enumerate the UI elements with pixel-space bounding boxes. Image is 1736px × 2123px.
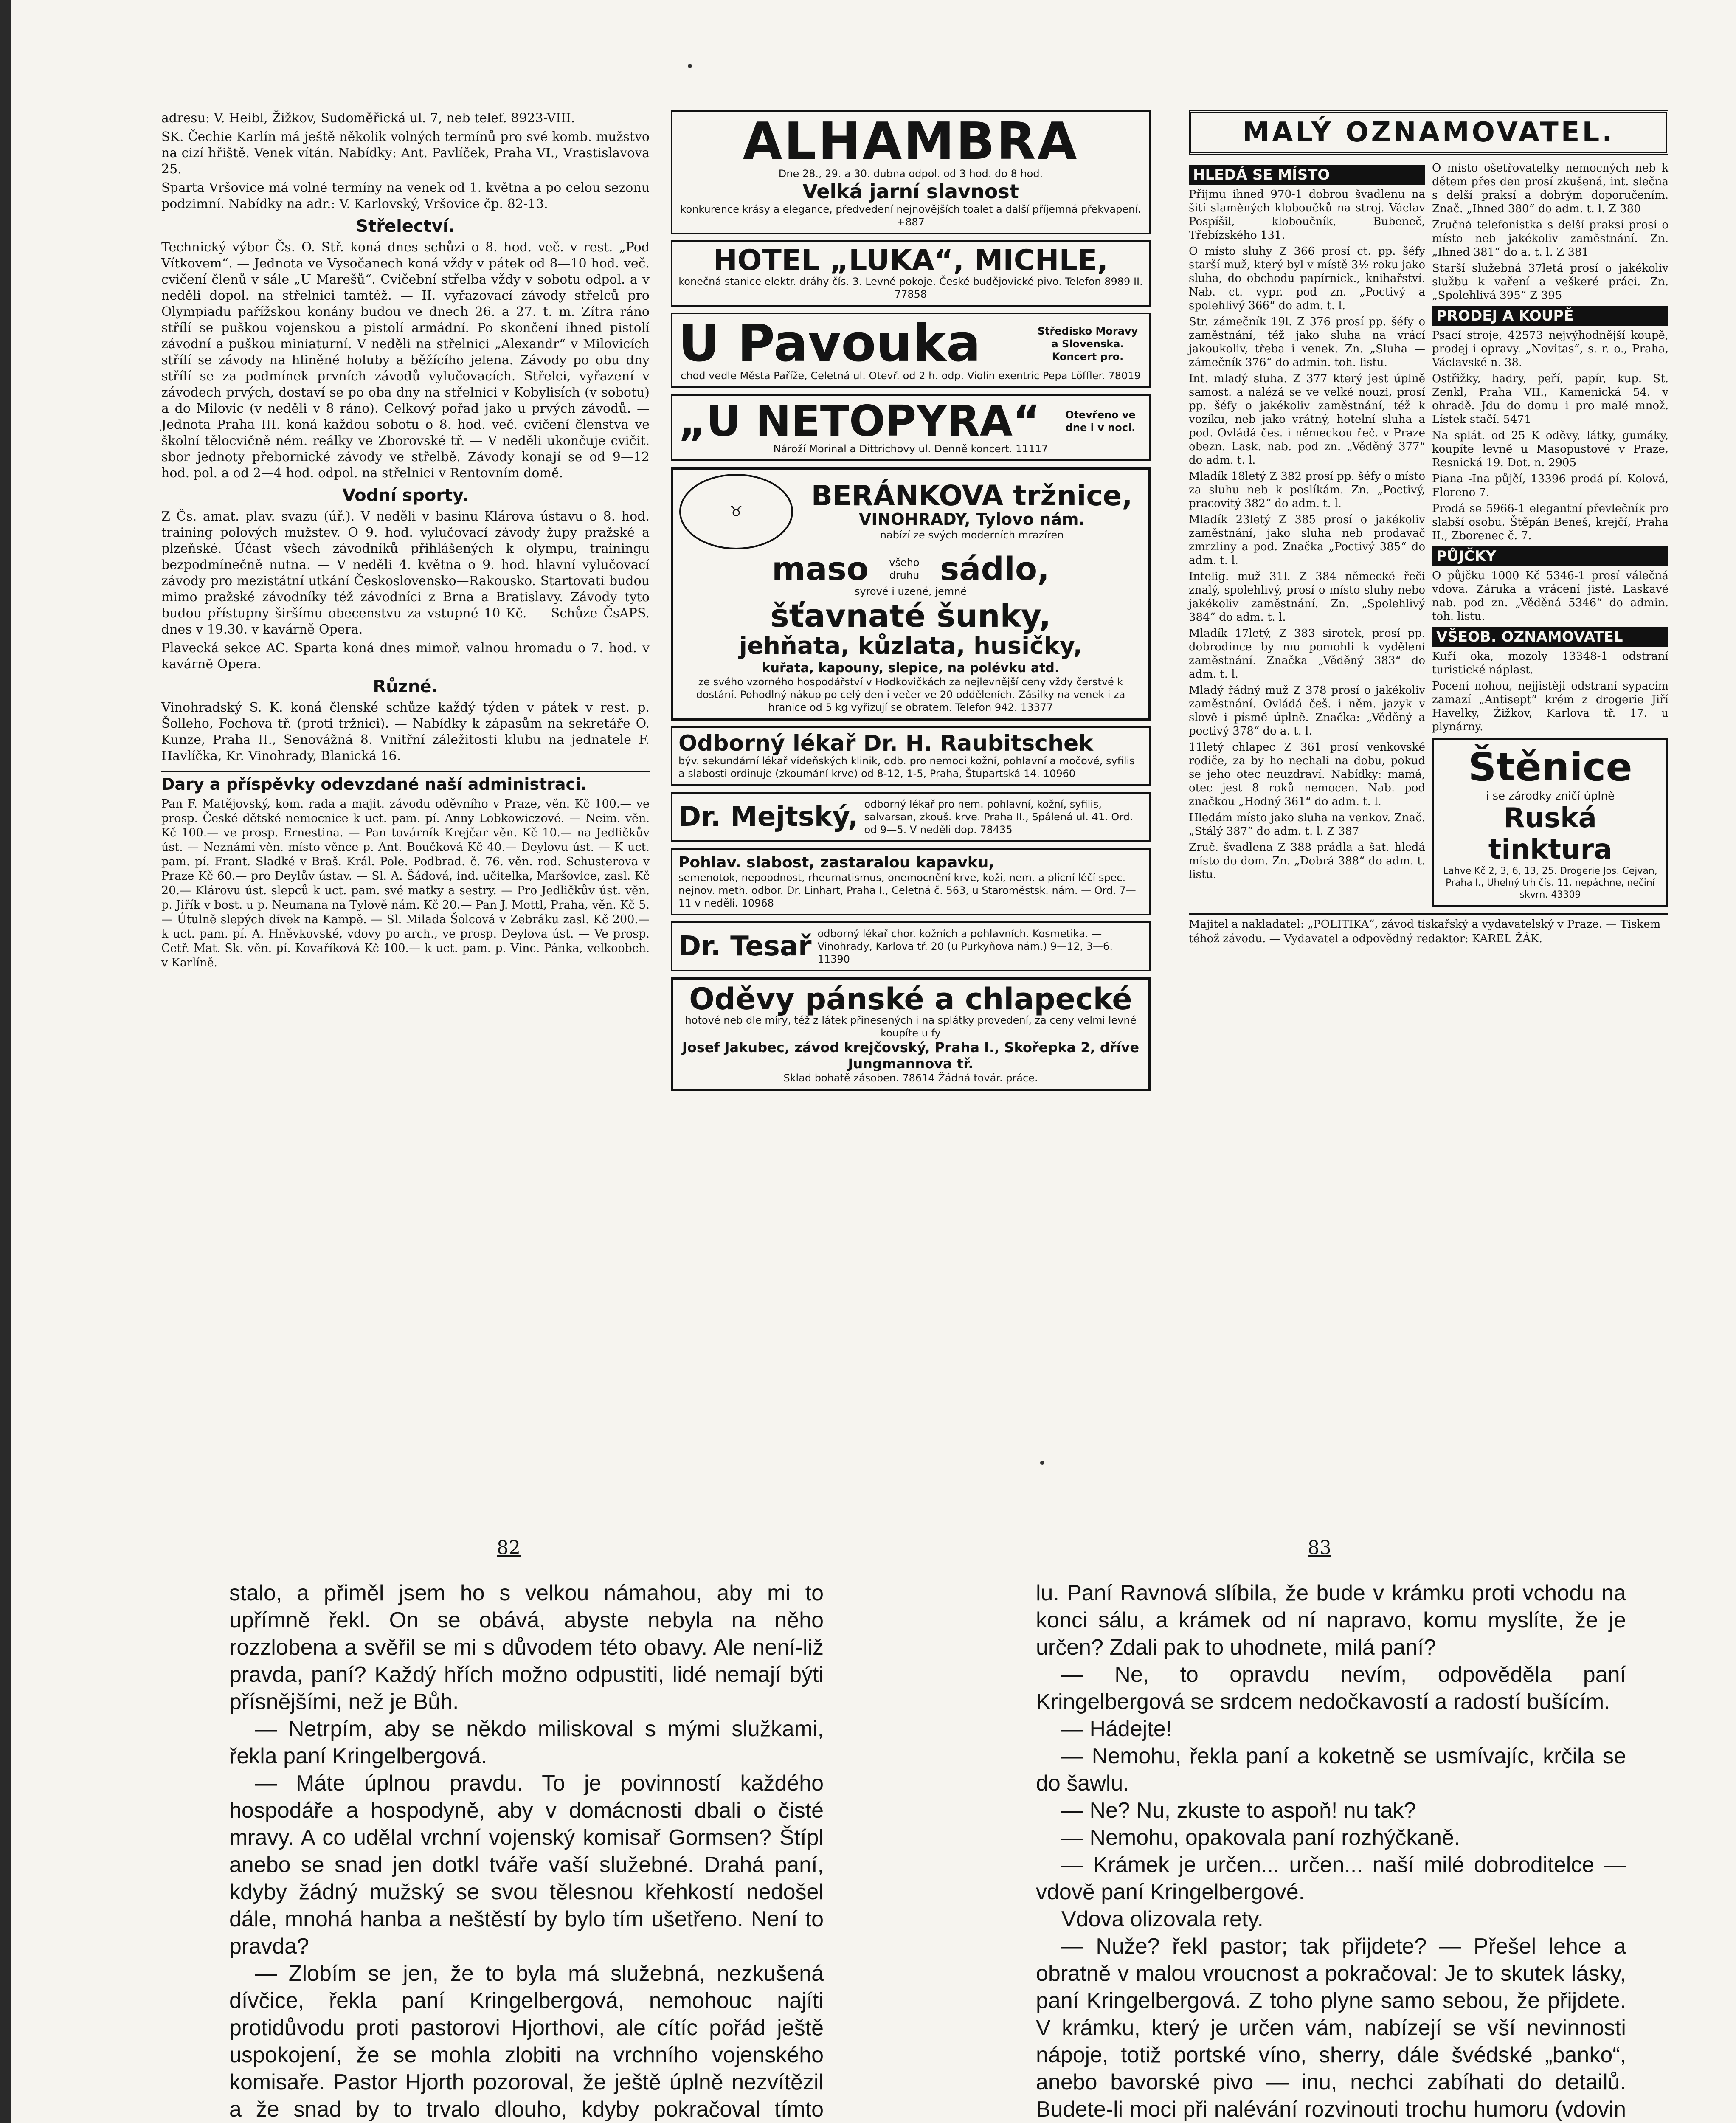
ad-row	[678, 396, 1143, 446]
ad-word: jehňata, kůzlata, husičky,	[739, 632, 1083, 660]
classified-group	[1432, 569, 1668, 623]
ad-subtitle: Ruská tinktura	[1488, 802, 1612, 865]
ad-title: BERÁNKOVA tržnice,	[811, 479, 1133, 512]
ox-emblem-icon: ♉	[679, 474, 793, 549]
book-paragraph: — Ne? Nu, zkuste to aspoň! nu tak?	[1061, 1798, 1416, 1823]
ad-title: Dr. Tesař	[678, 931, 812, 962]
classified-ad: Piana -Ina půjčí, 13396 prodá pí. Kolová, Floreno 7.	[1432, 473, 1668, 499]
classified-group	[1432, 329, 1668, 543]
book-paragraph: — Nuže? řekl pastor; tak přijdete? — Přešel lehce a obratně v malou vroucnost a pokračoval: Je to skutek lásky, paní Kringelbergová. Z toho plyne samo sebou, že přijdete. V krámku, který je určen vám, nabízejí se vší nevinnosti nápoje, totiž portské víno, sherry, dále švédské „banko“, anebo bavorské pivo — inu, nechci zabíhati do detailů. Budete-li moci při nalévání rozvinouti trochu humoru (vdovin	[1036, 1934, 1626, 2122]
news-column-ads	[671, 110, 1151, 1097]
news-paragraph: Pan F. Matějovský, kom. rada a majit. závodu oděvního v Praze, věn. Kč 100.— ve prosp. České dětské nemocnice k uct. pam. pí. Anny Lobkowiczové. — Neim. věn. Kč 100.— ve prosp. Ernestina. — Pan továrník Krejčar věn. Kč 10.— na Jedličkův úst. — Neznámí věn. místo věnce p. Ant. Boučková Kč 40.— Deylovu úst. — K uct. pam. pí. Frant. Sladké v Braš. Král. Pole. Podbrad. č. 76. věn. rod. Schusterova v Praze Kč 60.— pro Deylův ústav. — Sl. A. Šádová, ind. učitelka, Maršovice, zasl. Kč 20.— Klárovu úst. slepců k uct. pam. své matky a sestry. — Pro Jedličkův úst. věn. p. Jiřík v bost. u p. Neumana na Tylově nám. Kč 20.— Pan J. Mottl, Praha, věn. Kč 5.— Útulně slepých dívek na Kampě. — Sl. Milada Šolcová v Zebráku zasl. Kč 200.— k uct. pam. pí. A. Hněvkovské, vdovy po arch., ve prosp. Deylova úst. — Ve prosp. Cetř. Mat. Sk. věn. pí. Kovaříková Kč 100.— k uct. pam. p. Vinc. Pánka, velkoobch. v Karlíně.	[161, 797, 650, 969]
classified-ad: Kuří oka, mozoly 13348-1 odstraní turistické náplast.	[1432, 650, 1668, 676]
section-heading: Různé.	[373, 677, 438, 696]
ad-mejtsky	[671, 792, 1151, 842]
book-paragraph: — Zlobím se jen, že to byla má služebná, nezkušená dívčice, řekla paní Kringelbergová, nemohouc najíti protidůvodu proti pastorovi Hjorthovi, ale cítíc pořád ještě uspokojení, že se mohla zlobiti na vrchního vojenského komisaře. Pastor Hjorth pozoroval, že ještě úplně nezvítězil a že snad by to trvalo dlouho, kdyby pokračoval tímto	[229, 1961, 824, 2122]
book-page-right	[1036, 1580, 1626, 2123]
book-paragraph: — Máte úplnou pravdu. To je povinností každého hospodáře a hospodyně, aby v domácnosti dbali o čisté mravy. A co udělal vrchní vojenský komisař Gormsen? Štípl anebo se snad jen dotkl tváře vaší služebné. Drahá paní, kdyby žádný mužský se svou tělesnou křehkostí nedošel dále, mnohá hanba a neštěstí by bylo tím ušetřeno. Není to pravda?	[229, 1771, 824, 1959]
ad-text: Sklad bohatě zásoben. 78614 Žádná továr. práce.	[783, 1072, 1038, 1084]
ad-u-netopyra	[671, 394, 1151, 461]
classified-ad: Přijmu ihned 970-1 dobrou švadlenu na šití slaměných kloboučků na stroj. Václav Pospíšil, kloboučník, Bubeneč, Třebízského 131.	[1189, 188, 1425, 242]
section-heading: Vodní sporty.	[342, 486, 469, 505]
classified-ad: O místo ošetřovatelky nemocných neb k dětem přes den prosí zkušená, int. slečna s delší praksí a dobrým doporučením. Znač. „Ihned 380“ do adm. t. l. Z 380	[1432, 162, 1668, 215]
classified-ad: Int. mladý sluha. Z 377 který jest úplně samost. a nalézá se ve velké nouzi, prosí pp. šéfy o jakékoliv zaměstnání, též k vozíku, neb jako vrátný, hotelní sluha a pod. Ovládá čes. i německou řeč. v Praze obezn. Lask. nab. pod zn. „Věděný 377“ do adm. t. l.	[1189, 372, 1425, 467]
ad-row	[679, 474, 1142, 549]
classified-section-heading: PŮJČKY	[1432, 546, 1668, 566]
classified-ad: Starší služebná 37letá prosí o jakékoliv službu k vaření a veškeré práci. Zn. „Spolehlivá 395“ Z 395	[1432, 262, 1668, 302]
classified-ad: Str. zámečník 19l. Z 376 prosí pp. šéfy o zaměstnání, též jako sluha na vrácí jakoukoliv, třeba i venek. Zn. „Sluha — zámečník 376“ do admin. toh. listu.	[1189, 315, 1425, 369]
classified-ad: Mladík 17letý, Z 383 sirotek, prosí pp. dobrodince by mu pomohli k vydělení zaměstnání. Značka „Věděný 383“ do adm. t. l.	[1189, 627, 1425, 681]
news-paragraph: Z Čs. amat. plav. svazu (úř.). V neděli v basinu Klárova ústavu o 8. hod. training polových mužstev. O 9. hod. vylučovací závody župy pražské a plzeňské. Účast všech závodníků přihlášených k olympu, trainingu bezpodmínečně nutna. — V neděli 4. května o 9. hod. hlavní vylučovací závody pro mezistátní utkání Československo—Rakousko. Startovati budou mimo pražské závodníky též závodníci z Brna a Bratislavy. Závody tyto budou přístupny širšímu obecenstvu za vstupné 10 Kč. — Schůze ČsAPS. dnes v 19.30. v kavárně Opera.	[161, 509, 650, 637]
ad-text: Dne 28., 29. a 30. dubna odpol. od 3 hod. do 8 hod.	[778, 168, 1043, 180]
book-paragraph: — Nemohu, opakovala paní rozhýčkaně.	[1061, 1825, 1460, 1850]
scan-edge	[0, 0, 11, 2123]
page-number-left: 82	[497, 1537, 521, 1559]
ad-text: nabízí ze svých moderních mrazíren	[880, 529, 1064, 541]
classifieds-subcolumn-right	[1432, 161, 1668, 907]
classifieds-subcolumn-left	[1189, 161, 1425, 907]
book-paragraph: — Nemohu, řekla paní a koketně se usmívajíc, krčila se do šawlu.	[1036, 1744, 1626, 1796]
ad-word: šťavnaté šunky,	[770, 598, 1051, 634]
ad-subtitle: Velká jarní slavnost	[802, 180, 1019, 203]
classified-section-heading: HLEDÁ SE MÍSTO	[1189, 165, 1425, 185]
scan-speck	[688, 64, 692, 68]
book-paragraph: — Hádejte!	[1061, 1717, 1172, 1741]
ad-row	[679, 550, 1142, 588]
classified-ad: Mladík 18letý Z 382 prosí pp. šéfy o místo za sluhu neb k poslíkám. Zn. „Poctivý, pracovitý 382“ do adm. t. l.	[1189, 470, 1425, 510]
ad-word: maso	[772, 550, 869, 588]
book-paragraph: — Netrpím, aby se někdo miliskoval s mými služkami, řekla paní Kringelbergová.	[229, 1717, 824, 1768]
ad-text: hotové neb dle míry, též z látek přinesených i na splátky provedení, za ceny velmi levné koupíte u fy	[685, 1014, 1137, 1039]
ad-text: semenotok, nepoodnost, rheumatismus, onemocnění krve, koži, nem. a plicní léčí spec. nejnov. meth. odbor. Dr. Linhart, Praha I., Celetná č. 563, u Staroměstsk. nám. — Ord. 7—11 v neděli. 10968	[678, 872, 1136, 909]
ad-text: ze svého vzorného hospodářství v Hodkovičkách za nejlevnější ceny vždy čerstvé k dostání. Pohodlný nákup po celý den i večer ve 20 odděleních. Zásilky na venek i za hranice od 5 kg vyřizují se obratem. Telefon 942. 13377	[696, 676, 1125, 713]
ad-text: Nároží Morinal a Dittrichovy ul. Denně koncert. 11117	[773, 443, 1048, 455]
ad-row	[678, 798, 1143, 836]
ad-text: všeho druhu	[889, 557, 920, 581]
publisher-imprint: Majitel a nakladatel: „POLITIKA“, závod tiskařský a vydavatelský v Praze. — Tiskem téhož závodu. — Vydavatel a odpovědný redaktor: KAREL ŽÁK.	[1189, 913, 1668, 946]
ad-subtitle: kuřata, kapouny, slepice, na polévku atd.	[762, 661, 1060, 676]
ad-subtitle: Josef Jakubec, závod krejčovský, Praha I., Skořepka 2, dříve Jungmannova tř.	[682, 1039, 1140, 1072]
ad-subtitle: VINOHRADY, Tylovo nám.	[859, 510, 1085, 529]
ad-stenice	[1432, 738, 1668, 907]
classified-ad: 11letý chlapec Z 361 prosí venkovské rodiče, za by ho nechali na dobu, pokud se jeho otec neuzdraví. Nabídky: mamá, otec jest 8 roků nemocen. Nab. pod značkou „Hodný 361“ do adm. t. l.	[1189, 741, 1425, 808]
ad-text: Otevřeno ve dne i v noci.	[1065, 409, 1136, 434]
news-paragraph: Plavecká sekce AC. Sparta koná dnes mimoř. valnou hromadu o 7. hod. v kavárně Opera.	[161, 641, 650, 672]
classified-ad: Ostřižky, hadry, peří, papír, kup. St. Zenkl, Praha VII., Kamenická 54. v ohradě. Jdu do domu i pro malé množ. Lístek stačí. 5471	[1432, 372, 1668, 426]
news-paragraph: Technický výbor Čs. O. Stř. koná dnes schůzi o 8. hod. več. v rest. „Pod Vítkovem“. — Jednota ve Vysočanech koná vždy v pátek od 8—10 hod. več. cvičení členů v sále „U Marešů“. Cvičební střelba vždy v sobotu odpol. a v neděli dopol. na střelnici tamtéž. — II. vyřazovací závody střelců pro Olympiadu pařížskou konány budou ve dnech 26. a 27. t. m. Zítra ráno střílí se puškou vojenskou a pistolí armádní. Po skončení ihned pistolí závodní a puškou miniaturní. V neděli na střelnici „Alexandr“ v Milovicích střílí se závody na hliněné holuby a běžícího jelena. Závody po obu dny střílí se za podmínek prvních závodů vylučovacích. Střelci, vyřazení v závodech prvých, dostaví se po oba dny na střelnici v Kobylisích (v sobotu) a do Milovic (v neděli v 8 ráno). Celkový pořad jako u prvých závodů. — Jednota Praha III. koná každou sobotu o 8. hod. več. cvičení členstva ve školní tělocvičně ném. reálky ve Zborovské tř. — V neděli ukončuje cvičit. sbor jednoty přebornické závody ve střelbě. Závody konají se od 9—12 hod. pol. a od 2—4 hod. odpol. na střelnici v Rentovním domě.	[161, 240, 650, 481]
ad-title: Štěnice	[1468, 744, 1632, 790]
ad-title: Pohlav. slabost, zastaralou kapavku,	[678, 854, 994, 871]
classified-ad: Na splát. od 25 K oděvy, látky, gumáky, koupíte levně u Masopustové v Praze, Resnická 19. Dot. n. 2905	[1432, 429, 1668, 469]
ad-text: konečná stanice elektr. dráhy čís. 3. Levné pokoje. České budějovické pivo. Telefon 8989 II. 77858	[678, 276, 1143, 300]
classified-group	[1432, 650, 1668, 734]
news-paragraph: Sparta Vršovice má volné termíny na venek od 1. května a po celou sezonu podzimní. Nabídky na adr.: V. Karlovský, Vršovice čp. 82-13.	[161, 180, 650, 211]
classified-ad: Hledám místo jako sluha na venkov. Znač. „Stálý 387“ do adm. t. l. Z 387	[1189, 811, 1425, 838]
classified-section-heading: PRODEJ A KOUPĚ	[1432, 306, 1668, 326]
ad-heading-group	[802, 479, 1142, 541]
classifieds-body	[1189, 161, 1668, 907]
ad-linhart	[671, 848, 1151, 915]
classified-ad: Psací stroje, 42573 nejvýhodnější koupě, prodej i opravy. „Novitas“, s. r. o., Praha, Václavské n. 38.	[1432, 329, 1668, 369]
classified-ad: Pocení nohou, nejjistěji odstraní sypacím zamazí „Antisept“ krém z drogerie Jiří Havelky, Žižkov, Karlova tř. 17. u plynárny.	[1432, 680, 1668, 733]
ad-title: U Pavouka	[678, 314, 981, 373]
news-paragraph: adresu: V. Heibl, Žižkov, Sudoměřická ul. 7, neb telef. 8923-VIII.	[161, 111, 575, 126]
ad-beranek	[671, 467, 1151, 721]
ad-text: Lahve Kč 2, 3, 6, 13, 25. Drogerie Jos. Cejvan, Praha I., Uhelný trh čís. 11. nepáchne, nečiní skvrn. 43309	[1443, 866, 1657, 900]
ad-text: odborný lékař pro nem. pohlavní, kožní, syfilis, salvarsan, zkouš. krve. Praha II., Spálená ul. 41. Ord. od 9—5. V neděli dop. 78435	[864, 798, 1133, 836]
ad-text: chod vedle Města Paříže, Celetná ul. Otevř. od 2 h. odp. Violin exentric Pepa Löffler. 78019	[681, 370, 1141, 382]
ad-row	[678, 314, 1143, 373]
classified-group	[1432, 161, 1668, 302]
ad-text: konkurence krásy a elegance, předvedení nejnovějších toalet a další příjemná překvapení. +887	[680, 203, 1141, 228]
classified-ad: Zruč. švadlena Z 388 prádla a šat. hledá místo do dom. Zn. „Dobrá 388“ do adm. t. listu.	[1189, 841, 1425, 881]
book-paragraph: — Ne, to opravdu nevím, odpověděla paní Kringelbergová se srdcem nedočkavostí a radostí bušícím.	[1036, 1662, 1626, 1714]
book-paragraph: lu. Paní Ravnová slíbila, že bude v krámku proti vchodu na konci sálu, a krámek od ní napravo, komu myslíte, že je určen? Zdali pak to uhodnete, milá paní?	[1036, 1581, 1626, 1660]
ad-text: odborný lékař chor. kožních a pohlavních. Kosmetika. — Vinohrady, Karlova tř. 20 (u Purkyňova nám.) 9—12, 3—6. 11390	[817, 928, 1113, 965]
classified-ad: Mladík 23letý Z 385 prosí o jakékoliv zaměstnání, jako sluha neb prodavač zmrzliny a pod. Značka „Poctivý 385“ do adm. t. l.	[1189, 513, 1425, 567]
ad-title: Oděvy pánské a chlapecké	[689, 982, 1132, 1016]
page-number-right: 83	[1308, 1537, 1331, 1559]
ad-alhambra	[671, 110, 1151, 234]
ad-tesar	[671, 921, 1151, 971]
book-paragraph: Vdova olizovala rety.	[1061, 1907, 1263, 1932]
ad-text: býv. sekundární lékař vídeňských klinik, odb. pro nemoci kožní, pohlavní a močové, syfilis a slabosti ordinuje (zkoumání krve) od 8-12, 1-5, Praha, Štupartská 14. 10960	[678, 755, 1135, 780]
ad-u-pavouka	[671, 313, 1151, 388]
section-heading: Dary a příspěvky odevzdané naší administraci.	[161, 771, 650, 794]
ad-text: Středisko Moravy a Slovenska. Koncert pro.	[1037, 325, 1138, 363]
classified-ad: O půjčku 1000 Kč 5346-1 prosí válečná vdova. Záruka a vrácení jisté. Laskavé nab. pod zn. „Věděná 5346“ do admin. toh. listu.	[1432, 569, 1668, 623]
classified-ad: O místo sluhy Z 366 prosí ct. pp. šéfy starší muž, který byl v místě 3½ roku jako sluha, do obchodu papírnick., knihařství. Nab. ct. vypr. pod zn. „Poctivý a spolehlivý 366“ do adm. t. l.	[1189, 245, 1425, 312]
news-paragraph: Vinohradský S. K. koná členské schůze každý týden v pátek v rest. p. Šolleho, Fochova tř. (proti tržnici). — Nabídky k zápasům na sekretáře O. Kunze, Praha II., Senovážná 8. Vnitřní záležitosti klubu na jednatele F. Havlíčka, Kr. Vinohrady, Blanická 16.	[161, 700, 650, 763]
news-paragraph: SK. Čechie Karlín má ještě několik volných termínů pro své komb. mužstvo na cizí hřiště. Venek vítán. Nabídky: Ant. Pavlíček, Praha VI., Vrastislavova 25.	[161, 130, 650, 177]
ad-title: ALHAMBRA	[743, 112, 1079, 171]
classified-ad: Prodá se 5966-1 elegantní převlečník pro slabší osobu. Štěpán Beneš, krejčí, Praha II., Zborenec č. 7.	[1432, 502, 1668, 542]
classified-ad: Mladý řádný muž Z 378 prosí o jakékoliv zaměstnání. Ovládá češ. i něm. jazyk v slově i písmě úplně. Značka: „Věděný a poctivý 378“ do a. t. l.	[1189, 684, 1425, 738]
book-page-left	[229, 1580, 824, 2123]
ad-odevy	[671, 977, 1151, 1091]
ad-title: „U NETOPYRA“	[678, 396, 1041, 446]
scan-speck	[1040, 1461, 1044, 1465]
classified-section-heading: VŠEOB. OZNAMOVATEL	[1432, 627, 1668, 647]
classified-ad: Zručná telefonistka s delší praksí prosí o místo neb jakékoliv zaměstnání. Zn. „Ihned 381“ do a. t. l. Z 381	[1432, 219, 1668, 259]
ad-title: HOTEL „LUKA“, MICHLE,	[713, 244, 1109, 277]
newspaper-clipping	[161, 110, 1668, 1197]
book-paragraph: stalo, a přiměl jsem ho s velkou námahou, aby mi to upřímně řekl. On se obává, abyste nebyla na něho rozzlobena a svěřil se mi s důvodem této obavy. Ale není-liž pravda, paní? Každý hřích možno odpustiti, lidé nemají býti přísnějšími, než je Bůh.	[229, 1581, 824, 1714]
ad-title: Dr. Mejtský,	[678, 801, 858, 833]
ad-row	[678, 927, 1143, 966]
ad-text: i se zárodky zničí úplně	[1486, 790, 1615, 802]
ad-hotel-luka	[671, 240, 1151, 307]
book-paragraph: — Krámek je určen... určen... naší milé dobroditelce — vdově paní Kringelbergové.	[1036, 1853, 1626, 1904]
section-heading: Střelectví.	[356, 217, 455, 236]
news-column-classifieds	[1189, 110, 1668, 946]
ad-raubitschek	[671, 726, 1151, 786]
classifieds-masthead: MALÝ OZNAMOVATEL.	[1189, 110, 1668, 155]
news-column-left	[161, 110, 650, 973]
ad-text: syrové i uzené, jemné	[854, 586, 967, 597]
ad-title: Odborný lékař Dr. H. Raubitschek	[678, 731, 1093, 756]
ad-word: sádlo,	[940, 550, 1049, 588]
classified-ad: Intelig. muž 31l. Z 384 německé řeči znalý, spolehlivý, prosí o místo sluhy nebo jakékoliv zaměstnání. Zn. „Spolehlivý 384“ do adm. t. l.	[1189, 570, 1425, 624]
